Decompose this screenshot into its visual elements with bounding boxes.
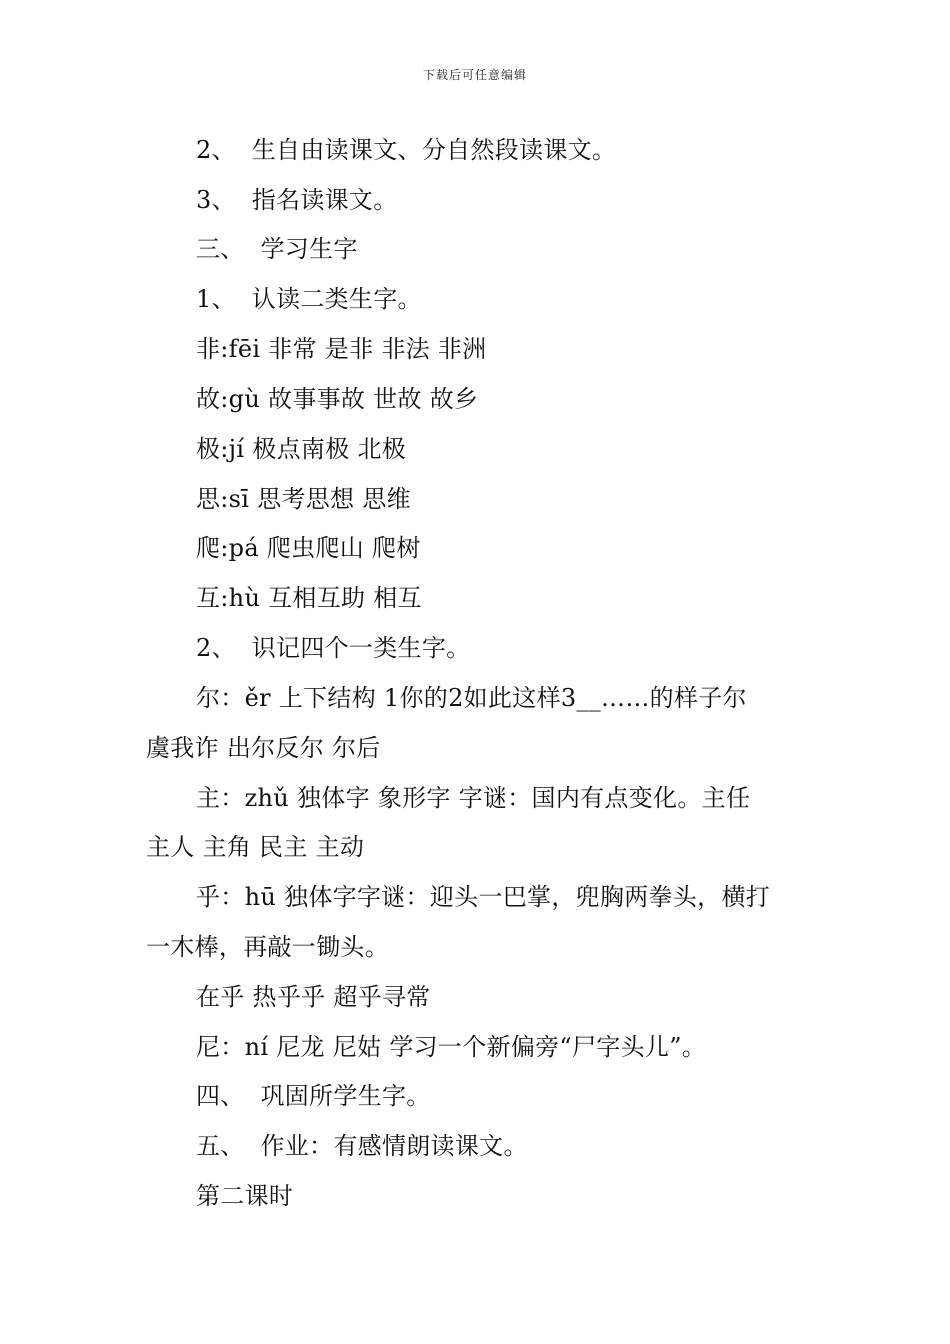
char-si-line: 思:sī 思考思想 思维: [196, 485, 411, 513]
char-ji-line: 极:jí 极点南极 北极: [196, 435, 407, 463]
second-lesson-heading: 第二课时: [196, 1182, 294, 1210]
step-2-line: 2、 生自由读课文、分自然段读课文。: [196, 136, 617, 164]
step-3-line: 3、 指名读课文。: [196, 186, 398, 214]
section-4-heading: 四、 巩固所学生字。: [196, 1082, 431, 1110]
char-fei-line: 非:fēi 非常 是非 非法 非洲: [196, 335, 487, 363]
char-gu-line: 故:gù 故事事故 世故 故乡: [196, 385, 479, 413]
page-header: 下载后可任意编辑: [422, 68, 527, 82]
char-hu2-words: 在乎 热乎乎 超乎寻常: [196, 983, 431, 1011]
char-zhu-line: 主：zhǔ 独体字 象形字 字谜：国内有点变化。主任: [196, 784, 751, 812]
char-ni-line: 尼：ní 尼龙 尼姑 学习一个新偏旁“尸字头儿”。: [196, 1033, 707, 1061]
char-hu2-line: 乎：hū 独体字字谜：迎头一巴掌，兜胸两拳头，横打: [196, 883, 771, 911]
char-hu-line: 互:hù 互相互助 相互: [196, 584, 422, 612]
section-3-heading: 三、 学习生字: [196, 235, 358, 263]
char-zhu-continuation: 主人 主角 民主 主动: [146, 833, 365, 861]
char-hu2-continuation: 一木棒，再敲一锄头。: [146, 933, 389, 961]
substep-2-line: 2、 识记四个一类生字。: [196, 634, 471, 662]
char-er-line: 尔：ěr 上下结构 1你的2如此这样3__……的样子尔: [196, 684, 747, 712]
section-5-heading: 五、 作业：有感情朗读课文。: [196, 1132, 528, 1160]
char-pa-line: 爬:pá 爬虫爬山 爬树: [196, 534, 421, 562]
char-er-continuation: 虞我诈 出尔反尔 尔后: [146, 734, 381, 762]
substep-1-line: 1、 认读二类生字。: [196, 285, 422, 313]
